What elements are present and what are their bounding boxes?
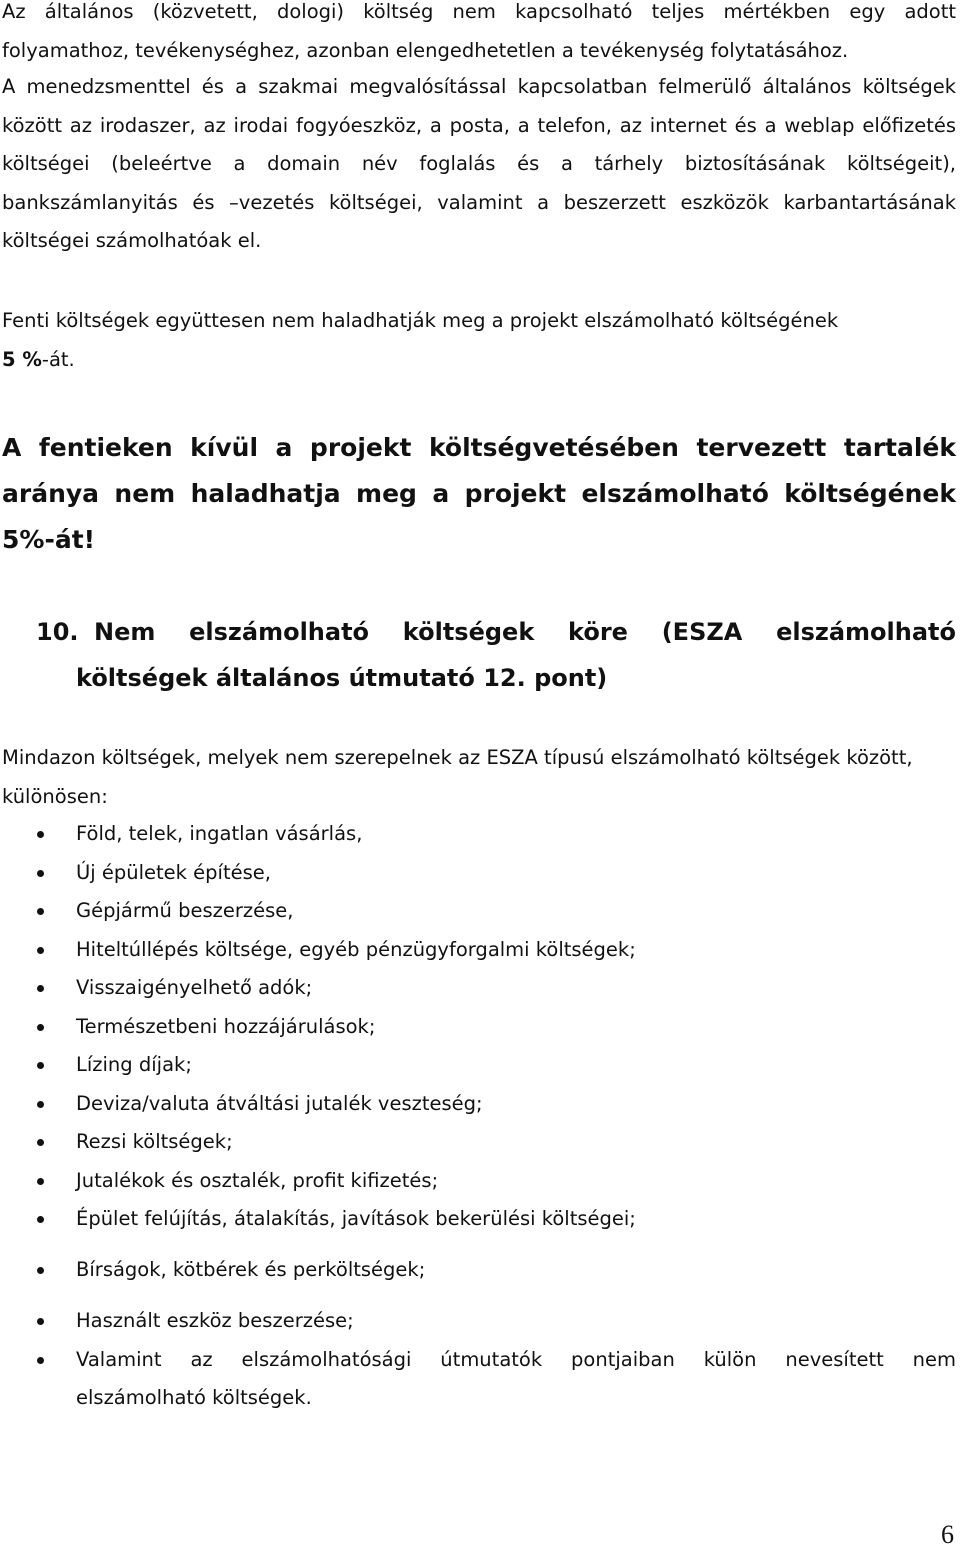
section-heading — [36, 609, 956, 701]
list-item: Rezsi költségek; — [0, 1123, 956, 1162]
paragraph-management-costs: A menedzsmenttel és a szakmai megvalósítással kapcsolatban felmerülő általános költségek között az irodaszer, az irodai fogyóeszköz, a posta, a telefon, az internet és a weblap előfizetés költségei (beleértve a domain név foglalás és a tárhely biztosításának költségeit), bankszámlanyitás és –vezetés költségei, valamint a beszerzett eszközök karbantartásának költségei számolhatóak el. — [2, 75, 956, 252]
bullet-icon — [37, 1267, 44, 1274]
bullet-icon — [37, 1139, 44, 1146]
list-intro: Mindazon költségek, melyek nem szerepelnek az ESZA típusú elszámolható költségek között, különösen: — [2, 746, 913, 808]
list-item: Új épületek építése, — [0, 854, 956, 893]
bullet-icon — [37, 985, 44, 992]
list-item: Lízing díjak; — [0, 1046, 956, 1085]
list-item: Jutalékok és osztalék, profit kifizetés; — [0, 1162, 956, 1201]
paragraph-line: Az általános (közvetett, dologi) költség nem kapcsolható teljes mértékben egy adott — [2, 0, 956, 23]
bullet-icon — [37, 1216, 44, 1223]
heading-line-1 — [36, 609, 956, 655]
paragraph-general-costs — [2, 0, 956, 70]
heading-line-2: költségek általános útmutató 12. pont) — [76, 664, 608, 692]
reserve-limit-notice: A fentieken kívül a projekt költségvetésében tervezett tartalék aránya nem haladhatja meg a projekt elszámolható költségének 5%-át! — [2, 433, 956, 554]
list-item: Deviza/valuta átváltási jutalék veszteség; — [0, 1085, 956, 1124]
bullet-icon — [37, 947, 44, 954]
non-eligible-costs-list — [0, 815, 956, 1418]
bullet-icon — [37, 1318, 44, 1325]
list-item: Visszaigényelhető adók; — [0, 969, 956, 1008]
bullet-icon — [37, 908, 44, 915]
list-item: Valamint az elszámolhatósági útmutatók pontjaiban külön nevesített nem elszámolható költségek. — [0, 1341, 956, 1418]
percentage-suffix: -át. — [41, 347, 75, 371]
bullet-icon — [37, 1357, 44, 1364]
list-item: Természetbeni hozzájárulások; — [0, 1008, 956, 1047]
list-item: Gépjármű beszerzése, — [0, 892, 956, 931]
percentage-value: 5 % — [2, 347, 42, 371]
bullet-icon — [37, 831, 44, 838]
list-item: Bírságok, kötbérek és perköltségek; — [0, 1251, 956, 1302]
paragraph-cost-limit — [2, 302, 956, 379]
heading-text: Nem elszámolható költségek köre (ESZA elszámolható — [94, 618, 956, 646]
paragraph-line: folyamathoz, tevékenységhez, azonban elengedhetetlen a tevékenység folytatásához. — [2, 38, 849, 62]
page-number: 6 — [941, 1520, 954, 1549]
bullet-icon — [37, 1024, 44, 1031]
list-item: Épület felújítás, átalakítás, javítások bekerülési költségei; — [0, 1200, 956, 1251]
list-item: Használt eszköz beszerzése; — [0, 1302, 956, 1341]
list-item: Hiteltúllépés költsége, egyéb pénzügyforgalmi költségek; — [0, 931, 956, 970]
bullet-icon — [37, 1101, 44, 1108]
list-item: Föld, telek, ingatlan vásárlás, — [0, 815, 956, 854]
paragraph-text: Fenti költségek együttesen nem haladhatják meg a projekt elszámolható költségének — [2, 309, 839, 332]
bullet-icon — [37, 870, 44, 877]
bullet-icon — [37, 1062, 44, 1069]
bullet-icon — [37, 1178, 44, 1185]
section-number: 10. — [36, 618, 79, 646]
